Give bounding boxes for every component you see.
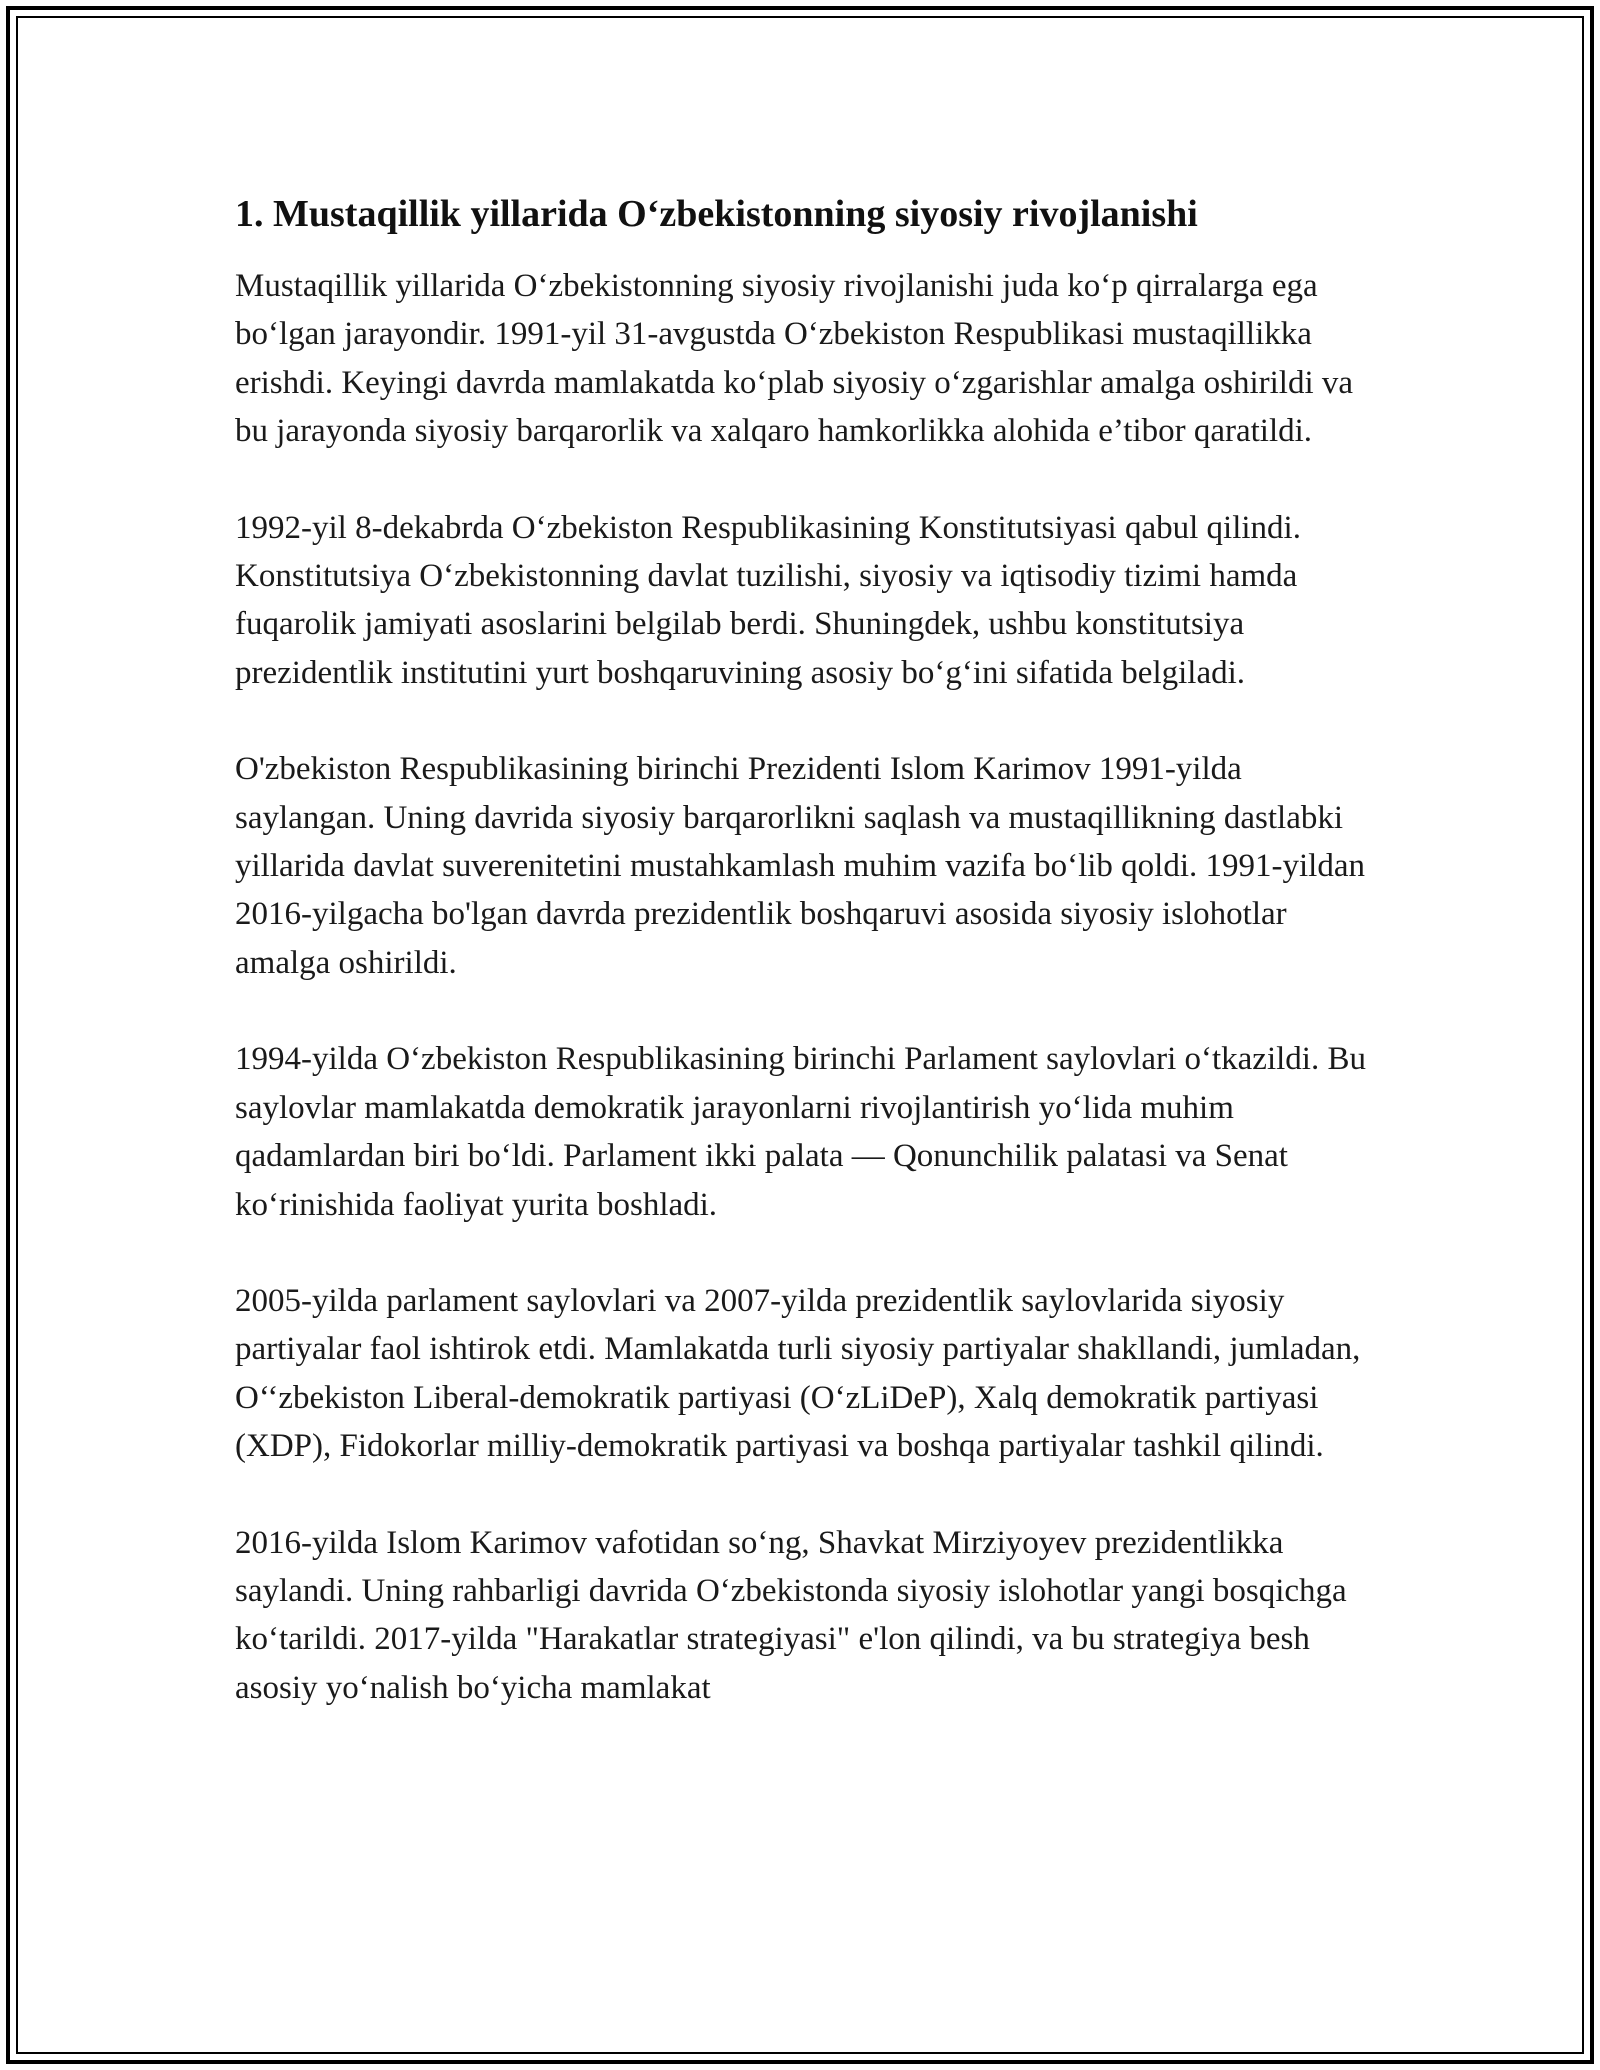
paragraph-political-parties: 2005-yilda parlament saylovlari va 2007-yilda prezidentlik saylovlarida siyosiy partiyalar faol ishtirok etdi. Mamlakatda turli siyosiy partiyalar shakllandi, jumladan, O‘‘zbekiston Liberal-demokratik partiyasi (O‘zLiDeP), Xalq demokratik partiyasi (XDP), Fidokorlar milliy-demokratik partiyasi va boshqa partiyalar tashkil qilindi. — [235, 1282, 1361, 1465]
document-body — [235, 186, 1371, 1760]
section-heading: 1. Mustaqillik yillarida O‘zbekistonning siyosiy rivojlanishi — [235, 193, 1198, 235]
paragraph-first-president: O'zbekiston Respublikasining birinchi Prezidenti Islom Karimov 1991-yilda saylangan. Uning davrida siyosiy barqarorlikni saqlash va mustaqillikning dastlabki yillarida davlat suverenitetini mustahkamlash muhim vazifa bo‘lib qoldi. 1991-yildan 2016-yilgacha bo'lgan davrda prezidentlik boshqaruvi asosida siyosiy islohotlar amalga oshirildi. — [235, 751, 1365, 981]
paragraph-parliament-elections: 1994-yilda O‘zbekiston Respublikasining birinchi Parlament saylovlari o‘tkazildi. Bu saylovlar mamlakatda demokratik jarayonlarni rivojlantirish yo‘lida muhim qadamlardan biri bo‘ldi. Parlament ikki palata — Qonunchilik palatasi va Senat ko‘rinishida faoliyat yurita boshladi. — [235, 1041, 1366, 1223]
paragraph-constitution: 1992-yil 8-dekabrda O‘zbekiston Respublikasining Konstitutsiyasi qabul qilindi. Konstitutsiya O‘zbekistonning davlat tuzilishi, siyosiy va iqtisodiy tizimi hamda fuqarolik jamiyati asoslarini belgilab berdi. Shuningdek, ushbu konstitutsiya prezidentlik institutini yurt boshqaruvining asosiy bo‘g‘ini sifatida belgiladi. — [235, 509, 1301, 691]
paragraph-mirziyoyev-reforms: 2016-yilda Islom Karimov vafotidan so‘ng, Shavkat Mirziyoyev prezidentlikka saylandi. Uning rahbarligi davrida O‘zbekistonda siyosiy islohotlar yangi bosqichga ko‘tarildi. 2017-yilda "Harakatlar strategiyasi" e'lon qilindi, va bu strategiya besh asosiy yo‘nalish bo‘yicha mamlakat — [235, 1524, 1347, 1706]
paragraph-independence: Mustaqillik yillarida O‘zbekistonning siyosiy rivojlanishi juda ko‘p qirralarga ega bo‘lgan jarayondir. 1991-yil 31-avgustda O‘zbekiston Respublikasi mustaqillikka erishdi. Keyingi davrda mamlakatda ko‘plab siyosiy o‘zgarishlar amalga oshirildi va bu jarayonda siyosiy barqarorlik va xalqaro hamkorlikka alohida e’tibor qaratildi. — [235, 268, 1354, 450]
